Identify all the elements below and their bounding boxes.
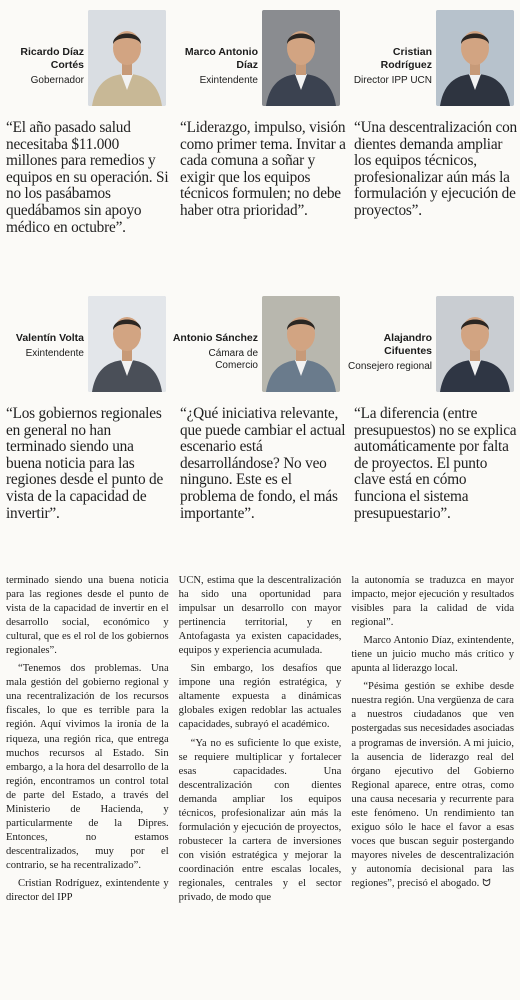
profile-antonio-sanchez xyxy=(172,292,350,522)
paragraph: Sin embargo, los desafíos que impone una región estratégica, y altamente expuesta a dinámicas globales exigen redoblar las actuales capacidades, subrayó el académico. xyxy=(178,663,342,731)
person-role: Consejero regional xyxy=(348,361,432,372)
article-column-1 xyxy=(6,574,169,994)
paragraph: Cristian Rodríguez, exintendente y director del IPP xyxy=(6,877,169,904)
article-column-3 xyxy=(351,574,514,994)
profile-valentin-volta xyxy=(6,292,176,522)
pull-quote: “El año pasado salud necesitaba $11.000 millones para remedios y equipos en su operación. Si no los pasábamos quedábamos sin apoyo médico en octubre”. xyxy=(6,119,169,236)
paragraph: “Tenemos dos problemas. Una mala gestión del gobierno regional y una recentralización de los recursos fiscales, lo que es terrible para la región. Aquí vivimos la ironía de la riqueza, una región rica, que entrega muchos recursos al Estado. Sin embargo, a la hora del desarrollo de la región, encontramos un control total de parte del Estado, a través del Ministerio de Hacienda, y particularmente de la Dipres. Entonces, no estamos descentralizados, muy por el contrario, se ha recentralizado”. xyxy=(6,663,169,871)
profile-marco-antonio-diaz xyxy=(180,6,350,220)
person-name: Cristian Rodríguez xyxy=(380,46,432,71)
portrait-photo xyxy=(436,296,514,392)
portrait-photo xyxy=(436,10,514,106)
person-role: Director IPP UCN xyxy=(353,75,432,86)
portrait-photo xyxy=(262,10,340,106)
pull-quote: “¿Qué iniciativa relevante, que puede cambiar el actual escenario está desarrollándose? No veo ninguno. Este es el problema de fondo, el más importante”. xyxy=(180,405,346,522)
person-name: Valentín Volta xyxy=(15,332,84,344)
person-role: Exintendente xyxy=(199,75,258,86)
profile-ricardo-diaz xyxy=(6,6,176,236)
paragraph: la autonomía se traduzca en mayor impacto, mejor ejecución y resultados visibles para la calidad de vida regional”. xyxy=(351,575,515,629)
person-name: Alajandro Cifuentes xyxy=(383,332,432,357)
person-role: Exintendente xyxy=(25,348,84,359)
profile-alajandro-cifuentes xyxy=(348,292,520,522)
portrait-photo xyxy=(262,296,340,392)
paragraph: “Ya no es suficiente lo que existe, se requiere multiplicar y fortalecer esas capacidades. Una descentralización con dientes demanda ampliar los equipos técnicos, profesionalizar aún más la formulación y ejecución de proyectos, robustecer la cartera de inversiones con visión estratégica y mejorar la coordinación entre escalas locales, regionales, centrales y el sector privado, de modo que xyxy=(178,737,342,904)
paragraph: Marco Antonio Díaz, exintendente, tiene un juicio mucho más crítico y apunta al liderazgo local. xyxy=(351,635,515,675)
portrait-photo xyxy=(88,10,166,106)
profile-cristian-rodriguez xyxy=(354,6,520,220)
person-role: Gobernador xyxy=(30,75,84,86)
paragraph: terminado siendo una buena noticia para las regiones desde el punto de vista de la capacidad de invertir en el desarrollo social, económico y cultural, que es el rol de los gobiernos regionales”. xyxy=(6,575,169,657)
end-of-article-icon: ᗢ xyxy=(482,877,491,889)
pull-quote: “Los gobiernos regionales en general no han terminado siendo una buena noticia para las regiones desde el punto de vista de la capacidad de invertir”. xyxy=(6,405,164,522)
pull-quote: “Una descentralización con dientes demanda ampliar los equipos técnicos, profesionalizar aún más la formulación y ejecución de proyectos”. xyxy=(354,119,517,219)
portrait-photo xyxy=(88,296,166,392)
paragraph xyxy=(351,680,514,891)
paragraph: UCN, estima que la descentralización ha sido una oportunidad para impulsar un desarrollo con mayor pertinencia territorial, y en Antofagasta ya existen capacidades, equipos y experiencia acumulada. xyxy=(178,575,342,657)
person-role: Cámara de Comercio xyxy=(208,348,258,371)
person-name: Marco Antonio Díaz xyxy=(184,46,258,71)
pull-quote: “Liderazgo, impulso, visión como primer tema. Invitar a cada comuna a soñar y exigir que los equipos técnicos formulen; no debe haber otra prioridad”. xyxy=(180,119,346,219)
person-name: Antonio Sánchez xyxy=(172,332,258,344)
person-name: Ricardo Díaz Cortés xyxy=(20,46,84,71)
paragraph-text: “Pésima gestión se exhibe desde nuestra región. Una vergüenza de cara a nuestros ciudadanos que ven postergadas sus necesidades asociadas a programas de inversión. A mi juicio, la ausencia de liderazgo real del órgano ejecutivo del Gobierno Regional aparece, entre otras, como una causa necesaria y recurrente para este fenómeno. Un rendimiento tan exiguo sólo le hace el favor a esas voces que buscan seguir postergando mayores niveles de descentralización y autonomía decisional para las regiones”, precisó el abogado. xyxy=(351,681,515,889)
article-column-2 xyxy=(179,574,342,994)
article-body xyxy=(6,574,514,994)
pull-quote: “La diferencia (entre presupuestos) no se explica automáticamente por falta de proyectos. El punto clave está en cómo funciona el sistema presupuestario”. xyxy=(354,405,517,522)
